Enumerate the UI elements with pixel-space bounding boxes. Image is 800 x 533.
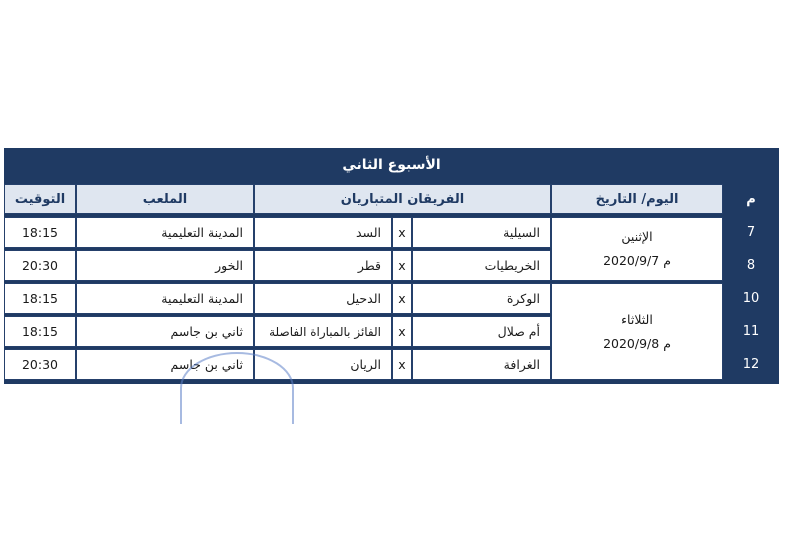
home-team: الغرافة	[412, 349, 551, 380]
stadium-cell: ثاني بن جاسم	[76, 316, 254, 347]
time-cell: 20:30	[4, 349, 76, 380]
away-team: السد	[254, 217, 392, 248]
table-title: الأسبوع الثاني	[342, 156, 441, 173]
day-date-cell	[551, 283, 723, 380]
away-team: قطر	[254, 250, 392, 281]
day-date-cell	[551, 217, 723, 281]
time-cell: 20:30	[4, 250, 76, 281]
home-team: السيلية	[412, 217, 551, 248]
header-stadium: الملعب	[76, 184, 254, 214]
versus-mark: x	[392, 217, 412, 248]
header-teams: الفريقان المتباريان	[254, 184, 551, 214]
away-team: الفائز بالمباراة الفاصلة	[254, 316, 392, 347]
official-stamp	[180, 352, 294, 424]
day-name: الثلاثاء	[621, 311, 653, 327]
time-cell: 18:15	[4, 217, 76, 248]
home-team: الخريطيات	[412, 250, 551, 281]
away-team: الريان	[254, 349, 392, 380]
match-number: 7	[746, 224, 756, 240]
match-number: 8	[746, 257, 756, 273]
match-number: 10	[742, 290, 760, 306]
time-cell: 18:15	[4, 283, 76, 314]
schedule-table	[4, 148, 779, 384]
away-team: الدحيل	[254, 283, 392, 314]
versus-mark: x	[392, 283, 412, 314]
home-team: الوكرة	[412, 283, 551, 314]
versus-mark: x	[392, 250, 412, 281]
header-time: التوقيت	[4, 184, 76, 214]
stadium-cell: الخور	[76, 250, 254, 281]
match-number: 11	[742, 323, 760, 339]
home-team: أم صلال	[412, 316, 551, 347]
stadium-cell: ثاني بن جاسم	[76, 349, 254, 380]
match-number: 12	[742, 356, 760, 372]
stadium-cell: المدينة التعليمية	[76, 283, 254, 314]
header-day-date: اليوم/ التاريخ	[551, 184, 723, 214]
match-date: 2020/9/7 م	[603, 253, 671, 268]
stadium-cell: المدينة التعليمية	[76, 217, 254, 248]
day-name: الإثنين	[621, 229, 653, 244]
versus-mark: x	[392, 316, 412, 347]
time-cell: 18:15	[4, 316, 76, 347]
match-date: 2020/9/8 م	[603, 335, 671, 351]
versus-mark: x	[392, 349, 412, 380]
header-number: م	[746, 191, 756, 207]
